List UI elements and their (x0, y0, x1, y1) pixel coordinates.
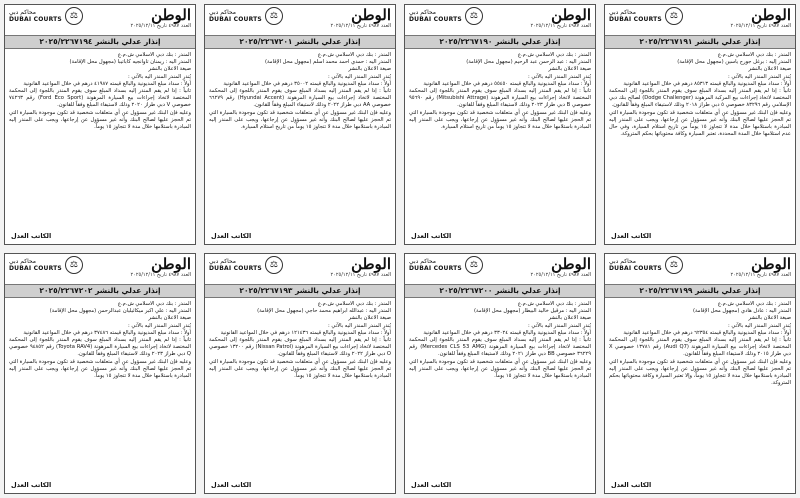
notice-card (404, 253, 596, 494)
courts-name (609, 9, 662, 23)
courts-name-en: DUBAI COURTS (409, 16, 462, 23)
courts-name-en: DUBAI COURTS (609, 265, 662, 272)
notice-line: صيغة الاعلان بالنشر (548, 315, 591, 322)
notice-line: ثانياً : إذا لم يقم المنذر إليه بسداد المبلغ سوف يقوم المنذر باللجوء إلى المحكمة المختصة لاتخاذ إجراءات بيع السيارة المرهونة (Nissan Patrol) رقم ١٣٢٠٠ خصوصي O دبي طراز ٢٠٢٢ وذلك لاستيفاء المبلغ وفقاً للقانون. (209, 337, 392, 358)
notary-signature: الكاتب العدل (11, 481, 52, 489)
dubai-courts-logo (609, 7, 683, 25)
notice-line: يُنذر المنذر المنذر اليه بالآتي : (728, 73, 791, 80)
issue-number: العدد ٤٩٨٧ تاريخ ٢٠٢٥/١٢/١١ (730, 23, 791, 29)
courts-name (409, 9, 462, 23)
issue-number: العدد ٤٩٨٧ تاريخ ٢٠٢٥/١٢/١١ (530, 23, 591, 29)
notice-line: المنذر : بنك دبي الاسلامي ش.م.ع (317, 52, 391, 58)
newspaper-name: الوطن (351, 6, 391, 24)
courts-name-ar: محاكم دبي (409, 258, 437, 265)
courts-name-en: DUBAI COURTS (409, 265, 462, 272)
notice-line: المنذر اليه : عادل هادي (مجهول محل الإقامة) (692, 308, 791, 315)
notice-body (205, 298, 395, 481)
issue-number: العدد ٤٩٨٧ تاريخ ٢٠٢٥/١٢/١١ (330, 23, 391, 29)
notice-card (604, 253, 796, 494)
notice-line: أولاً : سداد مبلغ المديونية والبالغ قيمته ٥٥٤٥٠ درهم في خلال المواعيد القانونية (423, 80, 591, 87)
notice-line: يُنذر المنذر المنذر اليه بالآتي : (328, 73, 391, 80)
courts-name-ar: محاكم دبي (9, 258, 37, 265)
notice-line: المنذر اليه : عبدالله ابراهيم محمد حاجي (مجهول محل الإقامة) (257, 308, 391, 315)
notice-line: ثانياً : إذا لم يقم المنذر إليه بسداد المبلغ سوف يقوم المنذر باللجوء إلى المحكمة المختصة لاتخاذ إجراءات بيع السيارة المرهونة (Hyundai Accent) رقم ٦٦٢٧٩ خصوصي AA دبي طراز ٢٠٢٢ وذلك لاستيفاء المبلغ وفقاً للقانون. (209, 88, 391, 109)
notice-line: صيغة الاعلان بالنشر (348, 66, 391, 73)
newspaper-name: الوطن (151, 6, 191, 24)
courts-name-ar: محاكم دبي (409, 9, 437, 16)
notice-line: يُنذر المنذر المنذر اليه بالآتي : (728, 322, 791, 329)
dubai-courts-logo (9, 256, 83, 274)
newspaper-header (730, 7, 791, 30)
notice-line: المنذر إليه : برغل جورج ياسين (مجهول محل الإقامة) (677, 59, 791, 66)
issue-number: العدد ٤٩٨٧ تاريخ ٢٠٢٥/١٢/١١ (130, 272, 191, 278)
notice-line: أولاً : سداد مبلغ المديونية والبالغ قيمته ١٢١٤٣٦ درهم في خلال المواعيد القانونية (220, 329, 391, 336)
courts-name-en: DUBAI COURTS (9, 265, 62, 272)
issue-number: العدد ٤٩٨٧ تاريخ ٢٠٢٥/١٢/١١ (530, 272, 591, 278)
notice-line: أولاً : سداد مبلغ المديونية والبالغ قيمته ٣٧٤٨٦ درهم في خلال المواعيد القانونية (23, 329, 191, 336)
emblem-icon: ⚖ (665, 7, 683, 25)
courts-name (9, 9, 62, 23)
issue-number: العدد ٤٩٨٧ تاريخ ٢٠٢٥/١٢/١١ (730, 272, 791, 278)
notice-body (5, 298, 195, 481)
notice-title: إنذار عدلي بالنشر ٢٠٢٥/٢٢٦٧١٩٠ (405, 35, 595, 49)
notary-signature: الكاتب العدل (411, 481, 452, 489)
courts-name-en: DUBAI COURTS (9, 16, 62, 23)
emblem-icon: ⚖ (465, 7, 483, 25)
notice-card (204, 253, 396, 494)
dubai-courts-logo (209, 256, 283, 274)
notice-line: المنذر : بنك دبي الاسلامي ش.م.ع (317, 301, 391, 307)
notice-line: ثانياً : إذا لم يقم المنذر إليه بسداد المبلغ سوف يقوم المنذر باللجوء إلى المحكمة المختصة لاتخاذ إجراءات بيع السيارة المرهونة (Mercedes CLS 53 AMG) رقم ٣٦٢٢٩ خصوصي BB دبي طراز ٢٠٢١ وذلك لاستيفاء المبلغ وفقاً للقانون. (409, 337, 591, 358)
dubai-courts-logo (209, 7, 283, 25)
notice-masthead (605, 254, 795, 282)
emblem-icon: ⚖ (65, 256, 83, 274)
newspaper-header (530, 256, 591, 279)
courts-name-ar: محاكم دبي (209, 9, 237, 16)
courts-name-ar: محاكم دبي (209, 258, 237, 265)
courts-name-en: DUBAI COURTS (609, 16, 662, 23)
notice-line: يُنذر المنذر المنذر اليه بالآتي : (528, 73, 591, 80)
notice-line: وعليه فإن البنك غير مسؤول عن أي متعلقات شخصية قد تكون موجودة بالسيارة التي تم الحجز عليها لصالح البنك وأنه غير مسؤول عن إرجاعها، ويجب على المنذر إليه المبادرة باستلامها خلال مدة لا تتجاوز ١٥ يوماً. (209, 358, 391, 380)
newspaper-header (130, 7, 191, 30)
notary-signature: الكاتب العدل (211, 232, 252, 240)
courts-name (9, 258, 62, 272)
notice-line: المنذر : بنك دبي الاسلامي ش.م.ع (117, 52, 191, 58)
notice-masthead (405, 254, 595, 282)
newspaper-name: الوطن (551, 255, 591, 273)
emblem-icon: ⚖ (265, 7, 283, 25)
emblem-icon: ⚖ (65, 7, 83, 25)
notice-line: صيغة الاعلان بالنشر (748, 315, 791, 322)
notice-line: وعليه فإن البنك غير مسؤول عن أي متعلقات شخصية قد تكون موجودة بالسيارة التي تم الحجز عليها لصالح البنك وأنه غير مسؤول عن إرجاعها، ويجب على المنذر إليه المبادرة باستلامها خلال مدة لا تتجاوز ١٥ يوماً، وإلا تعتبر السيارة وكافة محتوياتها بحكم المتروكة. (609, 358, 791, 387)
notice-line: المنذر اليه : مرقيل خاليد البيطار (مجهول محل الإقامة) (474, 308, 591, 315)
notice-body (605, 298, 795, 481)
notice-line: ثانياً : إذا لم يقم المنذر إليه بسداد المبلغ سوف يقوم المنذر باللجوء إلى المحكمة المختصة لاتخاذ إجراءات بيع المركبة المرهونة (Dodge Challenger) لصالح بنك دبي الإسلامي رقم ٨٣٢٩٦ خصوصي ٥ دبي طراز ٢٠١٨ وذلك لاستيفاء المبلغ وفقاً للقانون. (609, 88, 791, 109)
notice-masthead (405, 5, 595, 33)
notice-masthead (5, 5, 195, 33)
notice-line: المنذر : بنك دبي الاسلامي ش.م.ع (517, 301, 591, 307)
notice-line: أولاً : سداد مبلغ المديونية والبالغ قيمته ٤١٩٨٧ درهم في خلال المواعيد القانونية (23, 80, 191, 87)
notice-body (5, 49, 195, 232)
notice-line: صيغة الاعلان بالنشر (748, 66, 791, 73)
notice-line: المنذر اليه : ريمنان تاوانجيه كاباتيبا (مجهول محل الإقامة) (69, 59, 191, 66)
notice-line: وعليه فإن البنك غير مسؤول عن أي متعلقات شخصية قد تكون موجودة بالسيارة التي تم الحجز عليها لصالح البنك وأنه غير مسؤول عن إرجاعها، ويجب على المنذر إليه المبادرة باستلامها خلال مدة لا تتجاوز ١٥ يوماً. (409, 358, 591, 380)
courts-name (409, 258, 462, 272)
newspaper-name: الوطن (751, 255, 791, 273)
notice-line: المنذر : بنك دبي الاسلامي ش.م.ع (717, 52, 791, 58)
notice-line: ثانياً : إذا لم يقم المنذر إليه بسداد المبلغ سوف يقوم المنذر باللجوء إلى المحكمة المختصة لاتخاذ إجراءات بيع السيارة المرهونة (Toyota RAV4) رقم ٩٤٨٥٢ خصوصي Q دبي طراز ٢٠٢٣ وذلك لاستيفاء المبلغ وفقاً للقانون. (9, 337, 192, 358)
issue-number: العدد ٤٩٨٧ تاريخ ٢٠٢٥/١٢/١١ (130, 23, 191, 29)
notice-title: إنذار عدلي بالنشر ٢٠٢٥/٢٢٦٧١٩٩ (605, 284, 795, 298)
newspaper-header (330, 256, 391, 279)
notice-card (404, 4, 596, 245)
notice-title: إنذار عدلي بالنشر ٢٠٢٥/٢٢٦٧١٩١ (605, 35, 795, 49)
notice-masthead (205, 5, 395, 33)
courts-name-en: DUBAI COURTS (209, 265, 262, 272)
notice-masthead (605, 5, 795, 33)
notice-line: أولاً : سداد مبلغ المديونية والبالغ قيمته ٦٢٣٥٤ درهم في خلال المواعيد القانونية (623, 329, 791, 336)
notice-line: وعليه فإن البنك غير مسؤول عن أي متعلقات شخصية قد تكون موجودة بالسيارة التي تم الحجز عليها لصالح البنك وأنه غير مسؤول عن إرجاعها، ويجب على المنذر إليه المبادرة باستلامها خلال مدة لا تتجاوز ١٥ يوماً من تاريخ استلام السيارة، وفي حال عدم استلامها خلال المدة المحددة، تعتبر السيارة وكافة محتوياتها بحكم المتروكة. (609, 109, 792, 138)
notary-signature: الكاتب العدل (611, 232, 652, 240)
newspaper-header (330, 7, 391, 30)
courts-name (609, 258, 662, 272)
dubai-courts-logo (409, 256, 483, 274)
notice-title: إنذار عدلي بالنشر ٢٠٢٥/٢٢٦٧٢٠١ (205, 35, 395, 49)
notice-line: يُنذر المنذر المنذر اليه بالآتي : (328, 322, 391, 329)
dubai-courts-logo (609, 256, 683, 274)
notice-line: وعليه فإن البنك غير مسؤول عن أي متعلقات شخصية قد تكون موجودة بالسيارة التي تم الحجز عليها لصالح البنك وأنه غير مسؤول عن إرجاعها، ويجب على المنذر إليه المبادرة باستلامها خلال مدة لا تتجاوز ١٥ يوماً. (9, 109, 191, 131)
notice-line: المنذر اليه : عبد الرحمن عبد الرحيم (مجهول محل الإقامة) (466, 59, 591, 66)
newspaper-header (530, 7, 591, 30)
notice-line: يُنذر المنذر المنذر اليه بالآتي : (128, 73, 191, 80)
notice-body (605, 49, 795, 232)
courts-name-ar: محاكم دبي (609, 9, 637, 16)
notice-title: إنذار عدلي بالنشر ٢٠٢٥/٢٢٦٧١٩٤ (5, 35, 195, 49)
notary-signature: الكاتب العدل (211, 481, 252, 489)
notice-line: وعليه فإن البنك غير مسؤول عن أي متعلقات شخصية قد تكون موجودة بالسيارة التي تم الحجز عليها لصالح البنك وأنه غير مسؤول عن إرجاعها، ويجب على المنذر إليه المبادرة باستلامها خلال مدة لا تتجاوز ١٥ يوماً من تاريخ استلام السيارة. (409, 109, 591, 131)
newspaper-name: الوطن (751, 6, 791, 24)
notice-line: يُنذر المنذر المنذر اليه بالآتي : (128, 322, 191, 329)
emblem-icon: ⚖ (665, 256, 683, 274)
issue-number: العدد ٤٩٨٧ تاريخ ٢٠٢٥/١٢/١١ (330, 272, 391, 278)
emblem-icon: ⚖ (465, 256, 483, 274)
dubai-courts-logo (9, 7, 83, 25)
notice-line: وعليه فإن البنك غير مسؤول عن أي متعلقات شخصية قد تكون موجودة بالسيارة التي تم الحجز عليها لصالح البنك وأنه غير مسؤول عن إرجاعها، ويجب على المنذر إليه المبادرة باستلامها خلال مدة لا تتجاوز ١٥ يوماً. (9, 358, 191, 380)
notice-body (205, 49, 395, 232)
newspaper-name: الوطن (151, 255, 191, 273)
courts-name (209, 9, 262, 23)
notice-card (4, 4, 196, 245)
notice-line: المنذر : بنك دبي الاسلامي ش.م.ع (517, 52, 591, 58)
notice-line: صيغة الاعلان بالنشر (148, 66, 191, 73)
notice-line: أولاً : سداد مبلغ المديونية والبالغ قيمته ٣٥٠٠٢ درهم في خلال المواعيد القانونية (223, 80, 391, 87)
notice-line: وعليه فإن البنك غير مسؤول عن أي متعلقات شخصية قد تكون موجودة بالسيارة التي تم الحجز عليها لصالح البنك وأنه غير مسؤول عن إرجاعها، ويجب على المنذر إليه المبادرة باستلامها خلال مدة لا تتجاوز ١٥ يوماً من تاريخ استلام السيارة. (209, 109, 391, 131)
notice-line: ثانياً : إذا لم يقم المنذر إليه بسداد المبلغ سوف يقوم المنذر باللجوء إلى المحكمة المختصة لاتخاذ إجراءات بيع السيارة المرهونة (Mitsubishi Attrage) رقم ٩٥٦٩٠ خصوصي B دبي طراز ٢٠٢٣ وذلك لاستيفاء المبلغ وفقاً للقانون. (409, 88, 591, 109)
notice-title: إنذار عدلي بالنشر ٢٠٢٥/٢٢٦٧٢٠٠ (405, 284, 595, 298)
notary-signature: الكاتب العدل (11, 232, 52, 240)
courts-name-ar: محاكم دبي (609, 258, 637, 265)
newspaper-header (130, 256, 191, 279)
notary-signature: الكاتب العدل (411, 232, 452, 240)
notice-line: صيغة الاعلان بالنشر (548, 66, 591, 73)
courts-name-en: DUBAI COURTS (209, 16, 262, 23)
notice-line: المنذر : بنك دبي الاسلامي ش.م.ع (717, 301, 791, 307)
notice-line: صيغة الاعلان بالنشر (348, 315, 391, 322)
notice-masthead (205, 254, 395, 282)
newspaper-header (730, 256, 791, 279)
notice-line: يُنذر المنذر المنذر اليه بالآتي : (528, 322, 591, 329)
notice-card (604, 4, 796, 245)
notice-title: إنذار عدلي بالنشر ٢٠٢٥/٢٢٦٧٢٠٢ (5, 284, 195, 298)
newspaper-name: الوطن (551, 6, 591, 24)
dubai-courts-logo (409, 7, 483, 25)
notice-line: المنذر : بنك دبي الاسلامي ش.م.ع (117, 301, 191, 307)
notice-card (204, 4, 396, 245)
notice-line: ثانياً : إذا لم يقم المنذر إليه بسداد المبلغ سوف يقوم المنذر باللجوء إلى المحكمة المختصة لاتخاذ إجراءات بيع السيارة المرهونة (Ford Eco Sport) رقم ٧٤٢٦٣ خصوصي V دبي طراز ٢٠٢٠ وذلك لاستيفاء المبلغ وفقاً للقانون. (9, 88, 191, 109)
notice-line: المنذر اليه : حمدي احمد محمد اسلم (مجهول محل الإقامة) (264, 59, 391, 66)
newspaper-name: الوطن (351, 255, 391, 273)
notice-title: إنذار عدلي بالنشر ٢٠٢٥/٢٢٦٧١٩٣ (205, 284, 395, 298)
notice-line: أولاً : سداد مبلغ المديونية والبالغ قيمته ٨٥٣١٣ درهم في خلال المواعيد القانونية (623, 80, 791, 87)
notice-masthead (5, 254, 195, 282)
emblem-icon: ⚖ (265, 256, 283, 274)
notice-line: صيغة الاعلان بالنشر (148, 315, 191, 322)
notice-line: المنذر اليه : علي اكبر ميكائيليان عبدالرحمن (مجهول محل الإقامة) (49, 308, 191, 315)
notice-line: أولاً : سداد مبلغ المديونية والبالغ قيمته ٣٣٠٢٤ درهم في خلال المواعيد القانونية (423, 329, 591, 336)
courts-name-ar: محاكم دبي (9, 9, 37, 16)
courts-name (209, 258, 262, 272)
notice-body (405, 49, 595, 232)
notary-signature: الكاتب العدل (611, 481, 652, 489)
notice-line: ثانياً : إذا لم يقم المنذر إليه بسداد المبلغ سوف يقوم المنذر باللجوء إلى المحكمة المختصة لاتخاذ إجراءات بيع السيارة المرهونة (Audi Q7) رقم ١٣٧٨١ خصوصي X دبي طراز ٢٠١٥ وذلك لاستيفاء المبلغ وفقاً للقانون. (609, 337, 791, 358)
notice-body (405, 298, 595, 481)
notice-card (4, 253, 196, 494)
